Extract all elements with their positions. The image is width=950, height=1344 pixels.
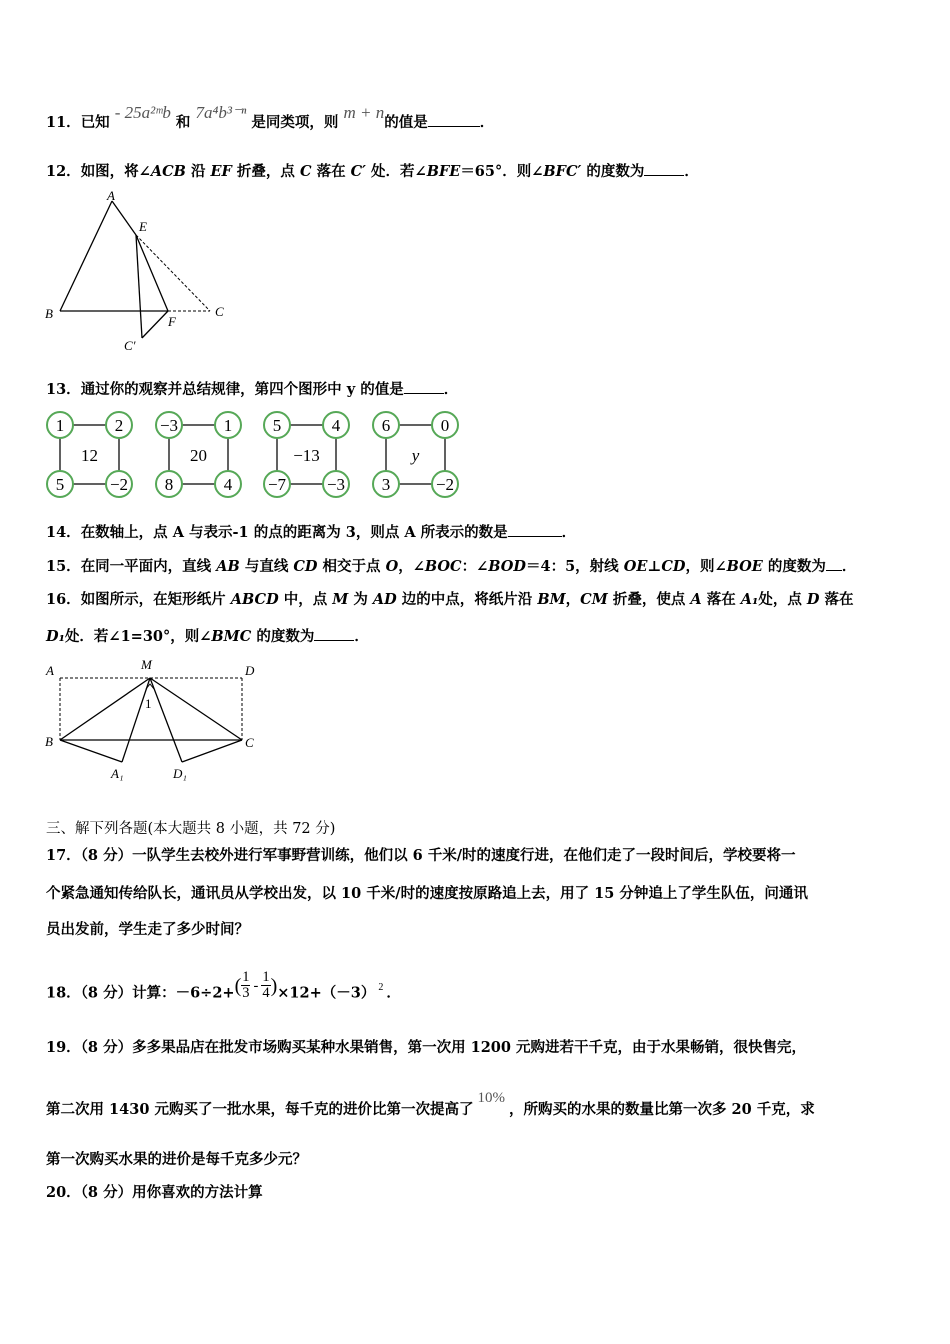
answer-blank xyxy=(826,556,842,571)
label-A1: A₁ xyxy=(111,766,124,781)
question-19-line-2: 第二次用 1430 元购买了一批水果，每千克的进价比第一次提高了10%，所购买的水果的数量比第一次多 20 千克，求 xyxy=(46,1090,815,1118)
label-M: M xyxy=(141,657,152,672)
answer-blank xyxy=(314,626,354,641)
corner-number: −2 xyxy=(109,475,129,494)
label-A: A xyxy=(46,663,54,678)
question-number: 20． xyxy=(46,1184,81,1201)
label-B: B xyxy=(45,306,53,321)
figure-q12-triangle-fold xyxy=(40,188,240,358)
question-number: 17． xyxy=(46,847,81,864)
answer-blank xyxy=(644,161,684,176)
question-17-line-3: 员出发前，学生走了多少时间？ xyxy=(46,921,249,938)
label-D1: D₁ xyxy=(173,766,187,781)
figure-q16-rectangle-fold xyxy=(40,656,270,786)
section-3-heading: 三、解下列各题(本大题共 8 小题，共 72 分) xyxy=(46,821,336,837)
number-box-4 xyxy=(373,412,458,497)
question-number: 11． xyxy=(46,114,81,131)
corner-number: 5 xyxy=(55,475,65,494)
corner-number: 6 xyxy=(381,416,391,435)
question-19-line-3: 第一次购买水果的进价是每千克多少元？ xyxy=(46,1151,307,1168)
fraction-one-third: $\frac{1}{3}$ xyxy=(242,969,250,1001)
question-19-line-1: 19．（8 分）多多果品店在批发市场购买某种水果销售，第一次用 1200 元购进若干千克，由于水果畅销，很快售完， xyxy=(46,1039,807,1056)
fraction-one-quarter: $\frac{1}{4}$ xyxy=(262,969,270,1001)
math-expression-3: m + n xyxy=(343,103,385,122)
corner-number: 8 xyxy=(164,475,174,494)
number-box-1 xyxy=(47,412,132,497)
label-C: C xyxy=(215,304,224,319)
answer-blank xyxy=(404,379,444,394)
question-14: 14．在数轴上，点 A 与表示-1 的点的距离为 3，则点 A 所表示的数是 ． xyxy=(46,524,577,541)
center-number: −13 xyxy=(293,446,320,465)
math-expression-1: - 25a²ᵐb xyxy=(114,103,171,122)
figure-q13-number-boxes xyxy=(44,407,474,503)
question-20: 20．（8 分）用你喜欢的方法计算 xyxy=(46,1184,263,1201)
corner-number: 3 xyxy=(381,475,391,494)
corner-number: 0 xyxy=(440,416,450,435)
answer-blank xyxy=(508,522,562,537)
number-box-3 xyxy=(264,412,349,497)
answer-blank xyxy=(428,112,480,127)
question-11: 11．已知 - 25a²ᵐb 和 7a⁴b³⁻ⁿ 是同类项，则 m + n的值是 ． xyxy=(46,103,495,131)
label-E: E xyxy=(139,219,147,234)
label-angle-1: 1 xyxy=(145,696,152,711)
percent-value: 10% xyxy=(477,1090,505,1106)
corner-number: 4 xyxy=(223,475,233,494)
question-15: 15．在同一平面内，直线 AB 与直线 CD 相交于点 O，∠BOC：∠BOD＝4：5，射线 OE⊥CD，则∠BOE 的度数为 ． xyxy=(46,558,857,575)
math-expression-2: 7a⁴b³⁻ⁿ xyxy=(195,103,247,122)
corner-number: 5 xyxy=(272,416,282,435)
corner-number: −2 xyxy=(435,475,455,494)
label-C-prime: C′ xyxy=(124,338,136,353)
number-box-2 xyxy=(156,412,241,497)
question-number: 19． xyxy=(46,1039,81,1056)
question-12: 12．如图，将∠ACB 沿 EF 折叠，点 C 落在 C′ 处．若∠BFE＝65°．则∠BFC′ 的度数为 ． xyxy=(46,163,699,180)
center-number: y xyxy=(411,446,420,465)
corner-number: 4 xyxy=(331,416,341,435)
corner-number: 1 xyxy=(223,416,233,435)
question-number: 16． xyxy=(46,591,81,608)
corner-number: −3 xyxy=(326,475,346,494)
corner-number: 1 xyxy=(55,416,65,435)
question-number: 14． xyxy=(46,524,81,541)
question-number: 18． xyxy=(46,984,81,1002)
question-17-line-2: 个紧急通知传给队长，通讯员从学校出发，以 10 千米/时的速度按原路追上去，用了 15 分钟追上了学生队伍，问通讯 xyxy=(46,885,808,902)
label-B: B xyxy=(45,734,53,749)
center-number: 12 xyxy=(81,446,98,465)
corner-number: −3 xyxy=(159,416,179,435)
question-16-line-2: D₁处．若∠1=30°，则∠BMC 的度数为 ． xyxy=(46,628,369,645)
corner-number: 2 xyxy=(114,416,124,435)
label-A: A xyxy=(107,188,115,203)
label-D: D xyxy=(245,663,255,678)
center-number: 20 xyxy=(190,446,207,465)
question-number: 13． xyxy=(46,381,81,398)
label-F: F xyxy=(168,314,176,329)
question-18: 18．（8 分）计算：－6÷2+( $\frac{1}{3}$ - $\frac{1}{4}$ )×12+（－3） $^2$ ． xyxy=(46,969,401,1002)
question-number: 12． xyxy=(46,163,81,180)
question-17-line-1: 17．（8 分）一队学生去校外进行军事野营训练，他们以 6 千米/时的速度行进，在他们走了一段时间后，学校要将一 xyxy=(46,847,796,864)
question-number: 15． xyxy=(46,558,81,575)
question-13: 13．通过你的观察并总结规律，第四个图形中 y 的值是 ． xyxy=(46,381,459,398)
label-C: C xyxy=(245,735,254,750)
corner-number: −7 xyxy=(267,475,287,494)
question-16-line-1: 16．如图所示，在矩形纸片 ABCD 中，点 M 为 AD 边的中点，将纸片沿 BM，CM 折叠，使点 A 落在 A₁处，点 D 落在 xyxy=(46,591,854,608)
exponent: 2 xyxy=(378,981,384,993)
